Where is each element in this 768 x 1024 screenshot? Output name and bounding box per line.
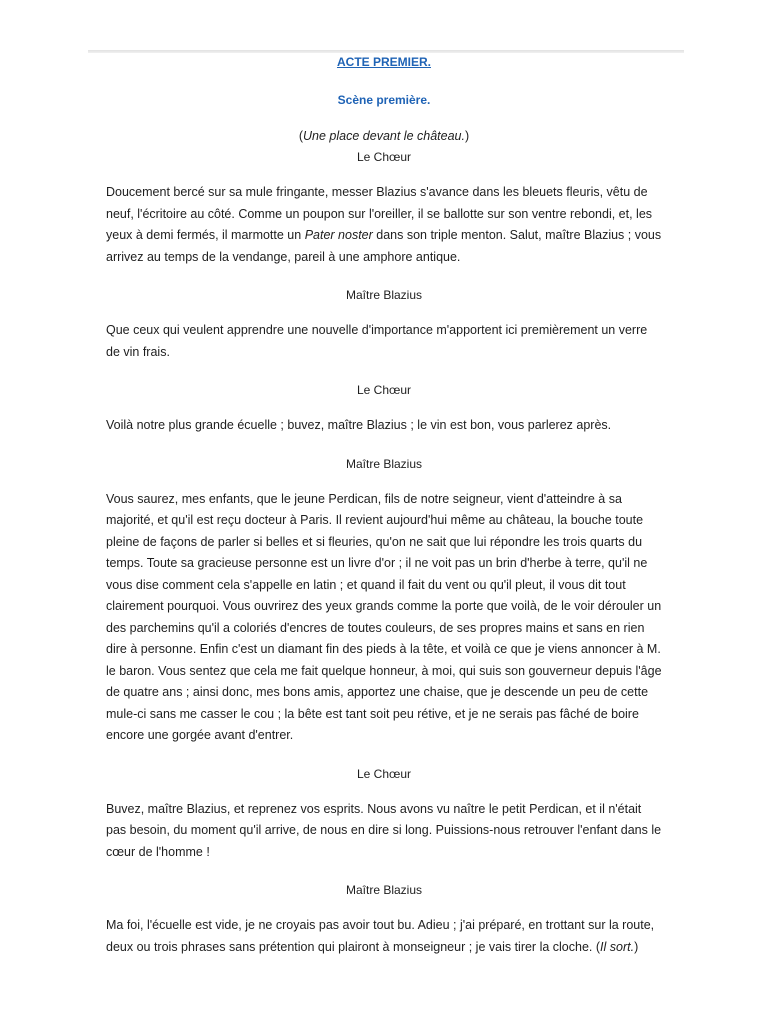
stage-direction-open: ( <box>298 129 304 143</box>
paragraph-text: Doucement bercé sur sa mule fringante, messer Blazius s'avance dans les bleuets fleuris, vêtu de neuf, l'écritoire au côté. Comme un poupon sur l'oreiller, il se ballotte sur son ventre rebondi, et, les yeux à demi fermés, il marmotte un <box>106 185 653 242</box>
speaker-name: Le Chœur <box>356 383 412 397</box>
paragraph-text: Buvez, maître Blazius, et reprenez vos esprits. Nous avons vu naître le petit Perdican, et il n'était pas besoin, du moment qu'il arrive, de nous en dire si long. Puissions-nous retrouver l'enfant dans le cœur de l'homme ! <box>106 801 662 859</box>
dialogue <box>106 146 662 958</box>
speaker-name: Maître Blazius <box>345 456 423 471</box>
paragraph-text: Voilà notre plus grande écuelle ; buvez, maître Blazius ; le vin est bon, vous parlerez après. <box>106 418 612 432</box>
dialogue-paragraph <box>106 799 662 864</box>
speaker-name: Le Chœur <box>356 150 412 164</box>
dialogue-paragraph <box>106 320 662 363</box>
speaker-name: Maître Blazius <box>345 288 423 302</box>
paragraph-text: Vous saurez, mes enfants, que le jeune Perdican, fils de notre seigneur, vient d'atteindre à sa majorité, et qu'il est reçu docteur à Paris. Il revient aujourd'hui même au château, la bouche toute pleine de façons de parler si belles et si fleuries, qu'on ne sait que lui répondre les trois quarts du temps. Toute sa gracieuse personne est un livre d'or ; il ne voit pas un brin d'herbe à terre, qu'il ne vous dise comment cela s'appelle en latin ; et quand il fait du vent ou qu'il pleut, il vous dit tout clairement pourquoi. Vous ouvrirez des yeux grands comme la porte que voilà, de le voir dérouler un des parchemins qu'il a coloriés d'encres de toutes couleurs, de ses propres mains et sans en rien dire à personne. Enfin c'est un diamant fin des pieds à la tête, et voilà ce que je viens annoncer à M. le baron. Vous sentez que cela me fait quelque honneur, à moi, qui suis son gouverneur depuis l'âge de quatre ans ; ainsi donc, mes bons amis, apportez une chaise, que je descende un peu de cette mule-ci sans me casser le cou ; la bête est tant soit peu rétive, et je ne serais pas fâché de boire encore une gorgée avant d'entrer. <box>106 491 662 742</box>
italic-text: Pater noster <box>304 228 373 242</box>
dialogue-paragraph <box>106 915 662 958</box>
dialogue-paragraph <box>106 415 662 437</box>
stage-direction <box>106 126 662 146</box>
speaker-name: Maître Blazius <box>345 883 423 897</box>
act-title[interactable]: ACTE PREMIER. <box>336 55 431 69</box>
italic-text: Il sort. <box>600 939 635 954</box>
paragraph-text: Ma foi, l'écuelle est vide, je ne croyais pas avoir tout bu. Adieu ; j'ai préparé, en trottant sur la route, deux ou trois phrases sans prétention qui plairont à monseigneur ; je vais tirer la cloche. ( <box>106 918 655 954</box>
paragraph-text: ) <box>634 939 639 954</box>
speaker-name: Le Chœur <box>356 766 412 781</box>
dialogue-paragraph <box>106 182 662 268</box>
paragraph-text: Que ceux qui veulent apprendre une nouvelle d'importance m'apportent ici premièrement un verre de vin frais. <box>106 323 648 359</box>
dialogue-paragraph <box>106 489 662 747</box>
document-body <box>106 55 662 958</box>
scene-title[interactable]: Scène première. <box>337 93 431 107</box>
paragraph-text: dans son triple menton. Salut, maître Blazius ; vous arrivez au temps de la vendange, pareil à une amphore antique. <box>106 228 662 264</box>
stage-direction-close: ) <box>464 129 470 143</box>
stage-direction-text: Une place devant le château. <box>303 129 465 143</box>
top-divider <box>88 50 684 53</box>
